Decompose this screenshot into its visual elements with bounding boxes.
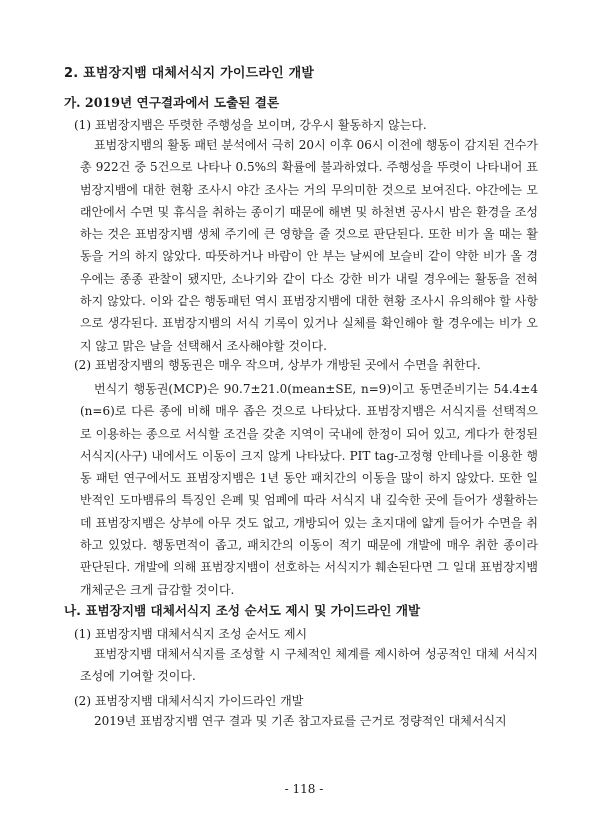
- subsection-a-title: 가. 2019년 연구결과에서 도출된 결론: [64, 95, 280, 110]
- item-b2-paragraph: 2019년 표범장지뱀 연구 결과 및 기존 참고자료를 근거로 정량적인 대체서식지: [94, 714, 507, 728]
- subsection-b-title: 나. 표범장지뱀 대체서식지 조성 순서도 제시 및 가이드라인 개발: [64, 603, 421, 618]
- item-a1-paragraph: 표범장지뱀의 활동 패턴 분석에서 극히 20시 이후 06시 이전에 행동이 감지된 건수가 총 922건 중 5건으로 나타나 0.5%의 확률에 불과하였다. 주행성을 뚜렷이 나타내어 표범장지뱀에 대한 현황 조사시 야간 조사는 거의 무의미한 것으로 보여진다. 야간에는 모래안에서 수면 및 휴식을 취하는 종이기 때문에 해변 및 하천변 공사시 밤은 환경을 조성하는 것은 표범장지뱀 생체 주기에 큰 영향을 줄 것으로 판단된다. 또한 비가 올 때는 활동을 거의 하지 않았다. 따뜻하거나 바람이 안 부는 날씨에 보슬비 같이 약한 비가 올 경우에는 종종 관찰이 됐지만, 소나기와 같이 다소 강한 비가 내릴 경우에는 활동을 전혀 하지 않았다. 이와 같은 행동패턴 역시 표범장지뱀에 대한 현황 조사시 유의해야 할 사항으로 생각된다. 표범장지뱀의 서식 기록이 있거나 실체를 확인해야 할 경우에는 비가 오지 않고 맑은 날을 선택해서 조사해야할 것이다.: [80, 138, 538, 353]
- item-b1-label: (1) 표범장지뱀 대체서식지 조성 순서도 제시: [74, 627, 308, 641]
- page-number: - 118 -: [284, 782, 324, 796]
- item-b2-label: (2) 표범장지뱀 대체서식지 가이드라인 개발: [74, 694, 304, 708]
- item-a2-label: (2) 표범장지뱀의 행동권은 매우 작으며, 상부가 개방된 곳에서 수면을 취한다.: [74, 358, 481, 372]
- item-a1-label: (1) 표범장지뱀은 뚜렷한 주행성을 보이며, 강우시 활동하지 않는다.: [74, 118, 427, 132]
- section-heading: 2. 표범장지뱀 대체서식지 가이드라인 개발: [64, 66, 315, 81]
- item-a2-paragraph: 번식기 행동권(MCP)은 90.7±21.0(mean±SE, n=9)이고 동면준비기는 54.4±4(n=6)로 다른 종에 비해 매우 좁은 것으로 나타났다. 표범장지뱀은 서식지를 선택적으로 이용하는 종으로 서식할 조건을 갖춘 지역이 국내에 한정이 되어 있고, 게다가 한정된 서식지(사구) 내에서도 이동이 크지 않게 나타났다. PIT tag-고정형 안테나를 이용한 행동 패턴 연구에서도 표범장지뱀은 1년 동안 패치간의 이동을 많이 하지 않았다. 또한 일반적인 도마뱀류의 특징인 은폐 및 엄폐에 따라 서식지 내 깊숙한 곳에 들어가 생활하는데 표범장지뱀은 상부에 아무 것도 없고, 개방되어 있는 초지대에 얇게 들어가 수면을 취하고 있었다. 행동면적이 좁고, 패치간의 이동이 적기 때문에 개발에 매우 취한 종이라 판단된다. 개발에 의해 표범장지뱀이 선호하는 서식지가 훼손된다면 그 일대 표범장지뱀 개체군은 크게 급감할 것이다.: [80, 382, 538, 597]
- item-b1-paragraph: 표범장지뱀 대체서식지를 조성할 시 구체적인 체계를 제시하여 성공적인 대체 서식지 조성에 기여할 것이다.: [80, 647, 538, 684]
